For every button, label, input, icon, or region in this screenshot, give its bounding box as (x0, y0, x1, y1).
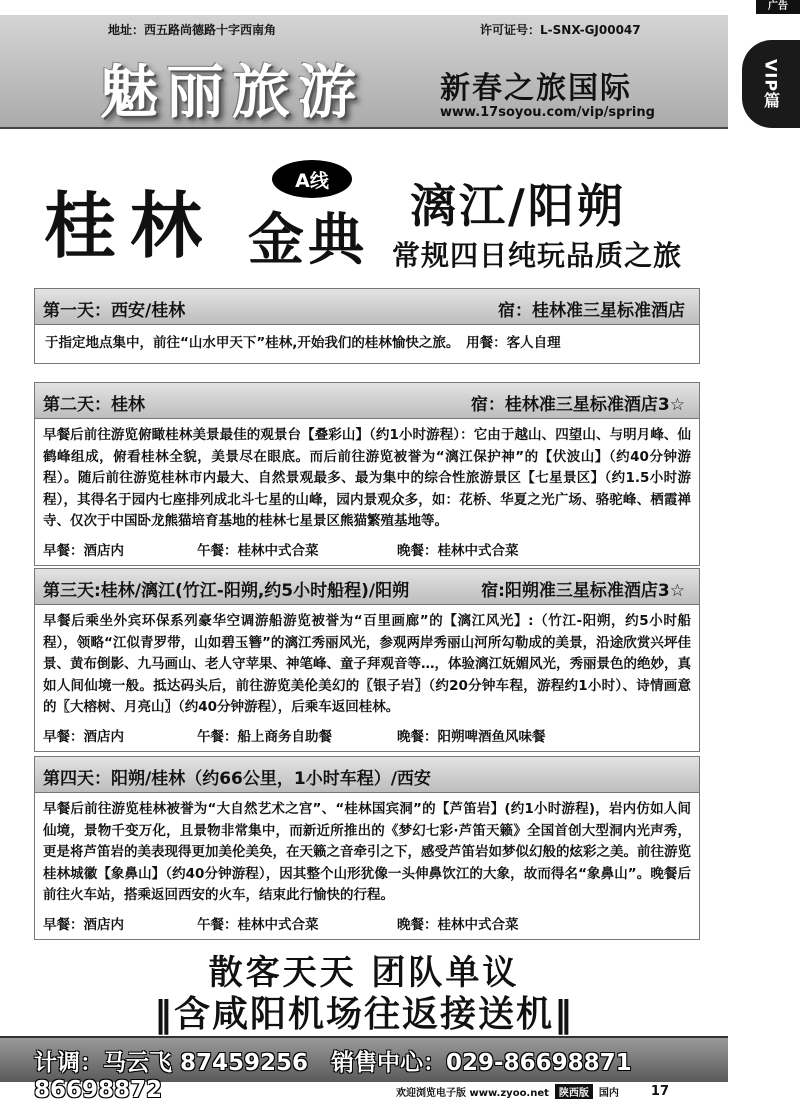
day-title: 第三天:桂林/漓江(竹江-阳朔,约5小时船程)/阳朔 (43, 581, 410, 601)
footer-website[interactable]: 欢迎浏览电子版 www.zyoo.net (396, 1088, 549, 1099)
day-header (35, 757, 699, 793)
day-title: 第二天：桂林 (43, 395, 145, 415)
dinner: 晚餐：桂林中式合菜 (397, 542, 519, 559)
lunch: 午餐：桂林中式合菜 (197, 916, 319, 933)
edition-badge: 陕西版 (555, 1084, 593, 1099)
meal-plan (35, 913, 699, 939)
dinner: 晚餐：桂林中式合菜 (397, 916, 519, 933)
contact-info: 计调：马云飞 87459256 销售中心：029-86698871 86698872 (34, 1050, 632, 1100)
footer-region: 国内 (598, 1088, 619, 1099)
footer (396, 1084, 669, 1099)
vip-section-tab[interactable] (742, 40, 800, 128)
day-header (35, 569, 699, 605)
header-banner (0, 15, 728, 129)
itinerary-day-1 (34, 288, 700, 364)
meal-plan (35, 539, 699, 565)
itinerary-day-2 (34, 382, 700, 566)
day-title: 第一天：西安/桂林 (43, 301, 186, 321)
dinner: 晚餐：阳朔啤酒鱼风味餐 (397, 728, 546, 745)
day-description: 于指定地点集中，前往“山水甲天下”桂林,开始我们的桂林愉快之旅。 用餐：客人自理 (45, 335, 561, 351)
lunch: 午餐：船上商务自助餐 (197, 728, 332, 745)
ad-label: 广告 (756, 0, 800, 14)
promo-line-2: ‖含咸阳机场往返接送机‖ (153, 994, 574, 1035)
breakfast: 早餐：酒店内 (43, 542, 124, 559)
breakfast: 早餐：酒店内 (43, 916, 124, 933)
day-accommodation: 宿：桂林准三星标准酒店 (498, 301, 685, 321)
website-link[interactable]: www.17soyou.com/vip/spring (440, 105, 655, 120)
day-description: 早餐后前往游览俯瞰桂林美景最佳的观景台【叠彩山】（约1小时游程）：它由于越山、四望山、与明月峰、仙鹤峰组成，俯看桂林全貌，美景尽在眼底。而后前往游览被誉为“漓江保护神”的【伏波山】（约40分钟游程）。随后前往游览桂林市内最大、自然景观最多、最为集中的综合性旅游景区【七星景区】（约1.5小时游程），其得名于园内七座排列成北斗七星的山峰，园内景观众多，如：花桥、华夏之光广场、骆驼峰、栖霞禅寺、仅次于中国卧龙熊猫培育基地的桂林七星景区熊猫繁殖基地等。 (43, 427, 691, 529)
license-number: 许可证号：L-SNX-GJ00047 (480, 23, 641, 37)
tour-subtitle: 常规四日纯玩品质之旅 (392, 239, 683, 272)
vip-tab-label: VIP篇 (761, 58, 781, 110)
destination-title: 桂林 (44, 184, 217, 268)
day-title: 第四天：阳朔/桂林（约66公里，1小时车程）/西安 (43, 769, 431, 789)
route-badge: A线 (272, 160, 352, 198)
agency-address: 地址：西五路尚德路十字西南角 (108, 23, 277, 37)
product-name: 金典 (248, 208, 368, 273)
lunch: 午餐：桂林中式合菜 (197, 542, 319, 559)
page-number: 17 (650, 1084, 670, 1099)
meal-plan (35, 725, 699, 751)
breakfast: 早餐：酒店内 (43, 728, 124, 745)
day-accommodation: 宿:阳朔准三星标准酒店3☆ (481, 581, 685, 601)
day-description: 早餐后乘坐外宾环保系列豪华空调游船游览被誉为“百里画廊”的【漓江风光】:（竹江-阳朔，约5小时船程），领略“江似青罗带，山如碧玉簪”的漓江秀丽风光，参观两岸秀丽山河所勾勒成的美景，沿途欣赏兴坪佳景、黄布倒影、九马画山、老人守苹果、神笔峰、童子拜观音等…，体验漓江妩媚风光，秀丽景色的绝妙，真如人间仙境一般。抵达码头后，前往游览美伦美幻的〖银子岩〗（约20分钟车程，游程约1小时）、诗情画意的〖大榕树、月亮山〗（约40分钟游程），后乘车返回桂林。 (43, 613, 691, 715)
day-accommodation: 宿：桂林准三星标准酒店3☆ (470, 395, 685, 415)
itinerary-day-3 (34, 568, 700, 752)
day-header (35, 383, 699, 419)
route-title: 漓江/阳朔 (410, 179, 626, 233)
itinerary-day-4 (34, 756, 700, 940)
brand-logo: 魅丽旅游 (100, 58, 365, 126)
day-description: 早餐后前往游览桂林被誉为“大自然艺术之宫”、“桂林国宾洞”的【芦笛岩】(约1小时游程)，岩内仿如人间仙境，景物千变万化，且景物非常集中，而新近所推出的《梦幻七彩·芦笛天籁》全国首创大型洞内光声秀，更是将芦笛岩的美表现得更加美伦美奂，在天籁之音牵引之下，感受芦笛岩如梦似幻般的炫彩之美。前往游览桂林城徽【象鼻山】（约40分钟游程），因其整个山形犹像一头伸鼻饮江的大象，故而得名“象鼻山”。晚餐后前往火车站，搭乘返回西安的火车，结束此行愉快的行程。 (43, 801, 691, 903)
promo-line-1: 散客天天 团队单议 (208, 953, 520, 993)
day-header (35, 289, 699, 325)
slogan: 新春之旅国际 (440, 71, 632, 106)
